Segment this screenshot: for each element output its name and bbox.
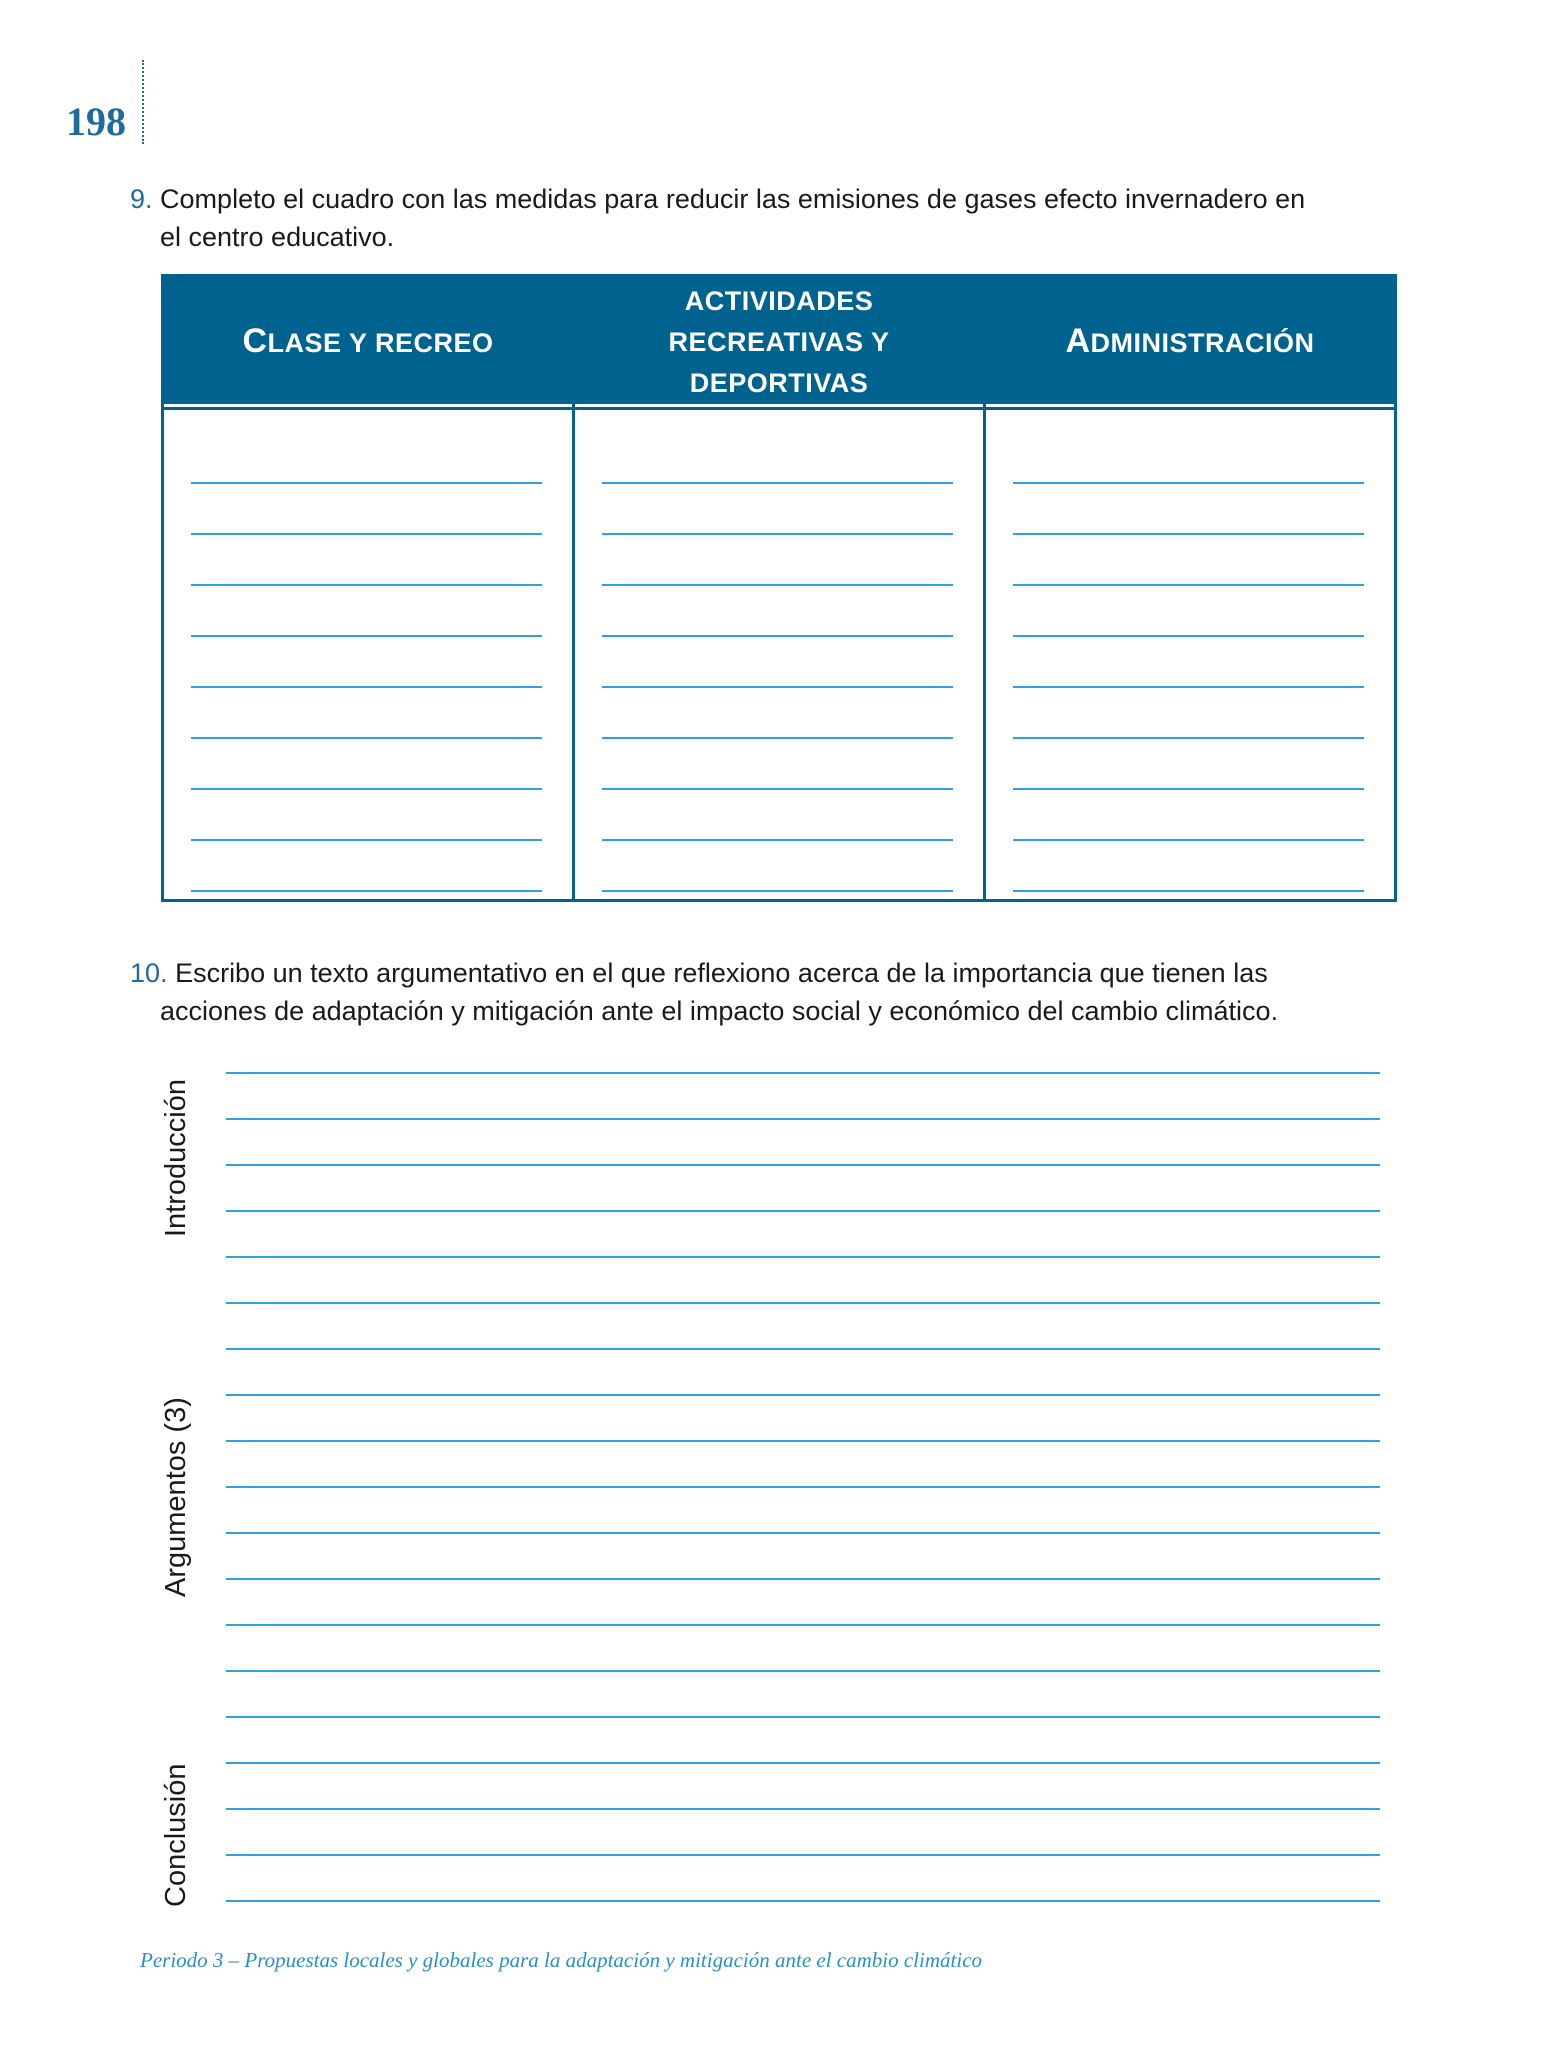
essay-blank-line[interactable] [226, 1624, 1380, 1626]
table-blank-line[interactable] [191, 482, 542, 484]
table-column-administracion [986, 277, 1394, 899]
table-blank-line[interactable] [191, 635, 542, 637]
essay-blank-line[interactable] [226, 1348, 1380, 1350]
question-9-text-line2: el centro educativo. [160, 222, 395, 252]
column-header-rest: LASE Y RECREO [267, 327, 494, 358]
table-blank-line[interactable] [602, 788, 953, 790]
column-header-line3: DEPORTIVAS [689, 367, 869, 398]
page-number-divider [142, 60, 144, 144]
table-blank-line[interactable] [191, 788, 542, 790]
page-footer: Periodo 3 – Propuestas locales y globales para la adaptación y mitigación ante el cambio climático [140, 1948, 983, 1972]
question-9-text-line1: Completo el cuadro con las medidas para reducir las emisiones de gases efecto invernadero en [160, 184, 1306, 214]
essay-blank-line[interactable] [226, 1532, 1380, 1534]
column-header-administracion [986, 277, 1394, 410]
measures-table [161, 274, 1397, 902]
table-blank-line[interactable] [602, 737, 953, 739]
table-column-actividades [575, 277, 986, 899]
table-blank-line[interactable] [191, 686, 542, 688]
table-blank-line[interactable] [602, 482, 953, 484]
table-blank-line[interactable] [602, 890, 953, 892]
essay-blank-line[interactable] [226, 1210, 1380, 1212]
table-blank-line[interactable] [602, 584, 953, 586]
column-header-clase-recreo [164, 277, 572, 410]
column-body [575, 410, 983, 899]
table-blank-line[interactable] [1013, 533, 1364, 535]
table-blank-line[interactable] [191, 737, 542, 739]
table-blank-line[interactable] [1013, 839, 1364, 841]
table-blank-line[interactable] [191, 584, 542, 586]
column-header-initial: C [242, 321, 268, 360]
essay-blank-line[interactable] [226, 1256, 1380, 1258]
table-blank-line[interactable] [602, 533, 953, 535]
table-blank-line[interactable] [191, 533, 542, 535]
essay-blank-line[interactable] [226, 1440, 1380, 1442]
page-number: 198 [66, 99, 126, 144]
essay-blank-line[interactable] [226, 1670, 1380, 1672]
column-header-initial: A [1065, 321, 1091, 360]
table-blank-line[interactable] [602, 839, 953, 841]
table-blank-line[interactable] [1013, 890, 1364, 892]
question-9-number: 9. [130, 184, 153, 214]
section-label-introduccion: Introducción [160, 1079, 192, 1237]
table-blank-line[interactable] [1013, 737, 1364, 739]
table-blank-line[interactable] [1013, 686, 1364, 688]
question-9 [130, 180, 1385, 256]
essay-blank-line[interactable] [226, 1900, 1380, 1902]
essay-blank-line[interactable] [226, 1762, 1380, 1764]
essay-blank-line[interactable] [226, 1394, 1380, 1396]
column-header-line1: ACTIVIDADES [684, 285, 874, 316]
essay-blank-line[interactable] [226, 1118, 1380, 1120]
table-blank-line[interactable] [1013, 635, 1364, 637]
column-header-line2: RECREATIVAS Y [668, 326, 890, 357]
table-blank-line[interactable] [602, 635, 953, 637]
essay-blank-line[interactable] [226, 1808, 1380, 1810]
table-blank-line[interactable] [191, 890, 542, 892]
section-label-conclusion: Conclusión [160, 1763, 192, 1907]
table-blank-line[interactable] [1013, 788, 1364, 790]
essay-blank-line[interactable] [226, 1486, 1380, 1488]
essay-blank-line[interactable] [226, 1072, 1380, 1074]
essay-writing-area[interactable] [226, 1060, 1380, 1920]
column-body [986, 410, 1394, 899]
section-label-argumentos: Argumentos (3) [160, 1397, 192, 1597]
table-column-clase-recreo [164, 277, 575, 899]
essay-blank-line[interactable] [226, 1716, 1380, 1718]
question-10 [130, 954, 1385, 1030]
essay-blank-line[interactable] [226, 1578, 1380, 1580]
question-10-number: 10. [130, 958, 168, 988]
table-blank-line[interactable] [602, 686, 953, 688]
column-header-actividades [575, 277, 983, 410]
column-header-rest: DMINISTRACIÓN [1090, 327, 1315, 358]
essay-blank-line[interactable] [226, 1854, 1380, 1856]
essay-blank-line[interactable] [226, 1302, 1380, 1304]
question-10-text-line1: Escribo un texto argumentativo en el que reflexiono acerca de la importancia que tienen las [175, 958, 1268, 988]
table-blank-line[interactable] [1013, 482, 1364, 484]
table-blank-line[interactable] [1013, 584, 1364, 586]
table-blank-line[interactable] [191, 839, 542, 841]
question-10-text-line2: acciones de adaptación y mitigación ante el impacto social y económico del cambio climático. [160, 996, 1279, 1026]
column-body [164, 410, 572, 899]
essay-blank-line[interactable] [226, 1164, 1380, 1166]
